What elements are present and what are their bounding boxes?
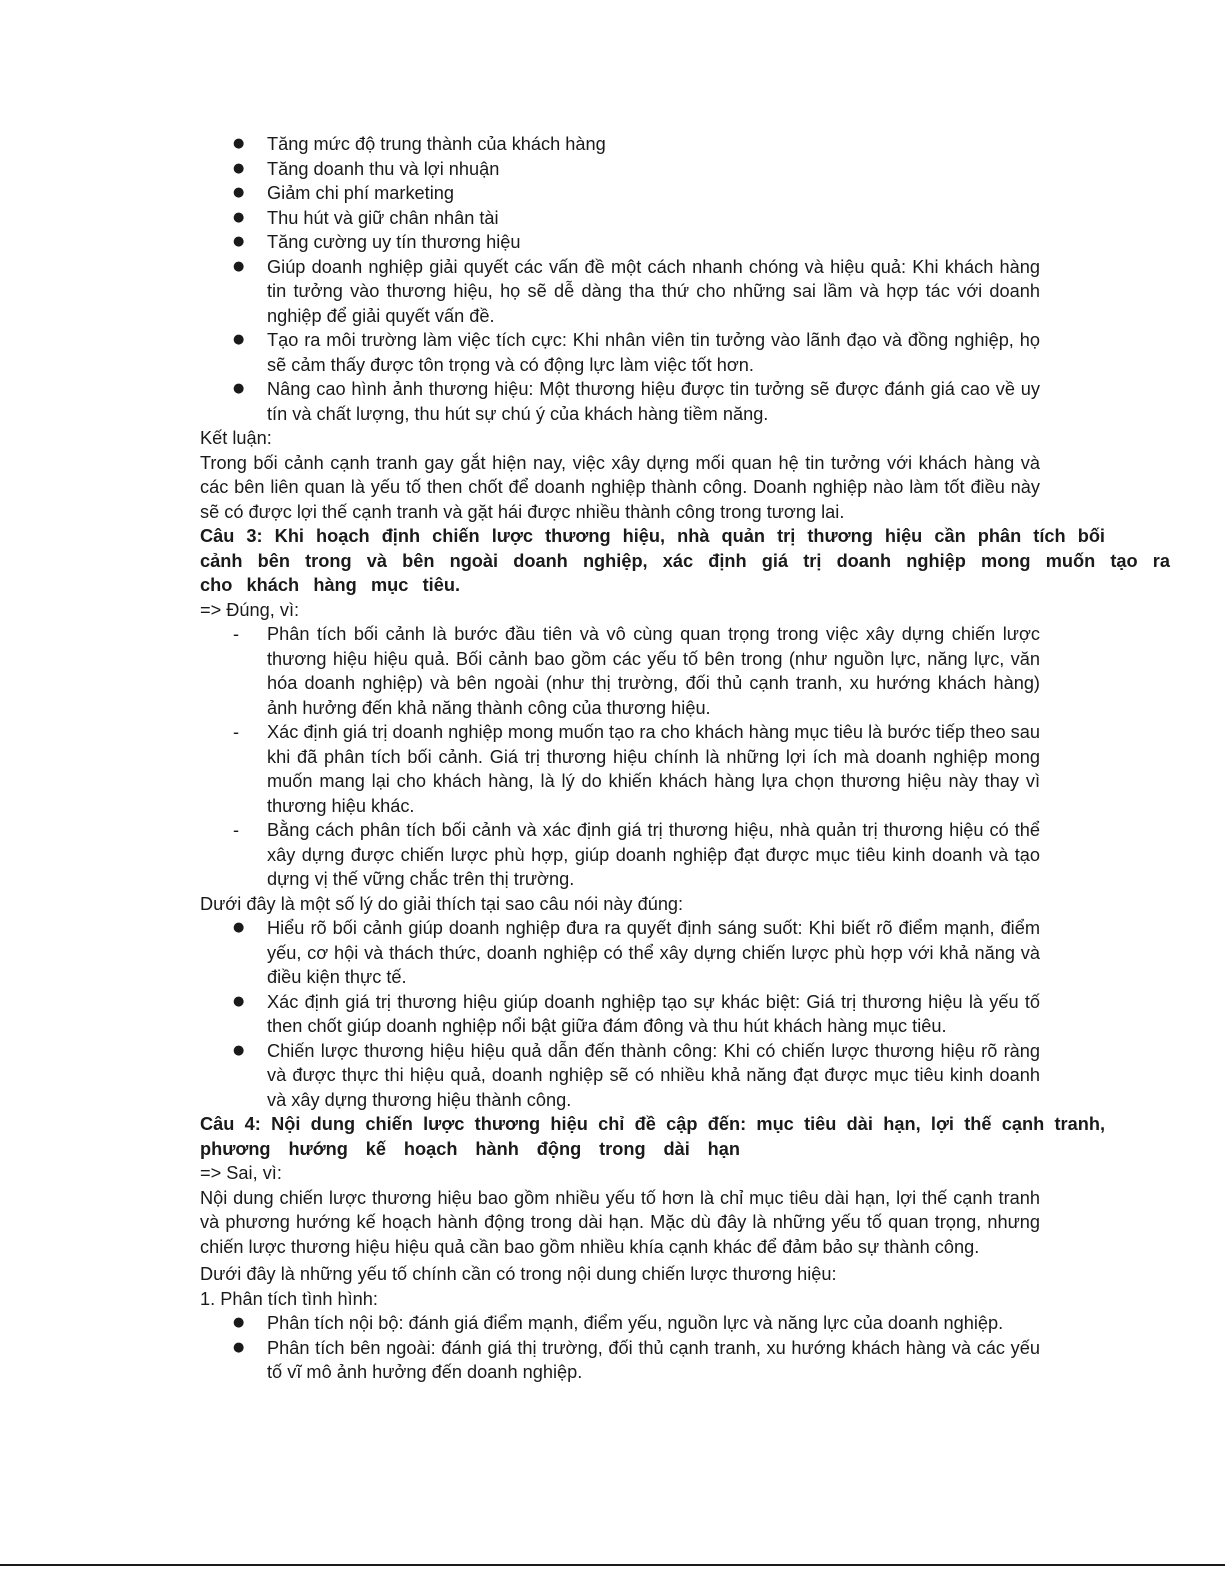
bullet-icon: [233, 157, 253, 182]
list-item: ● Tạo ra môi trường làm việc tích cực: Khi nhân viên tin tưởng vào lãnh đạo và đồng nghiệp, họ sẽ cảm thấy được tôn trọng và có động lực làm việc tốt hơn.: [200, 328, 1040, 377]
list-item: ● Hiểu rõ bối cảnh giúp doanh nghiệp đưa ra quyết định sáng suốt: Khi biết rõ điểm mạnh, điểm yếu, cơ hội và thách thức, doanh nghiệp có thể xây dựng chiến lược phù hợp với khả năng và điều kiện thực tế.: [200, 916, 1040, 990]
question-4-heading: [200, 1112, 1105, 1161]
question-3-reasons-intro: Dưới đây là một số lý do giải thích tại sao câu nói này đúng:: [200, 893, 684, 914]
question-3-heading: [200, 524, 1170, 598]
heading-line: Câu 4: Nội dung chiến lược thương hiệu chỉ đề cập đến: mục tiêu dài hạn, lợi thế cạnh tranh,: [200, 1114, 1105, 1134]
bullet-icon: [233, 916, 253, 941]
bullet-icon: [233, 230, 253, 255]
heading-line: Câu 3: Khi hoạch định chiến lược thương hiệu, nhà quản trị thương hiệu cần phân tích bối: [200, 526, 1105, 546]
bullet-icon: [233, 132, 253, 157]
question-4-explanation: Nội dung chiến lược thương hiệu bao gồm nhiều yếu tố hơn là chỉ mục tiêu dài hạn, lợi thế cạnh tranh và phương hướng kế hoạch hành động trong dài hạn. Mặc dù đây là những yếu tố quan trọng, nhưng chiến lược thương hiệu hiệu quả cần bao gồm nhiều khía cạnh khác để đảm bảo sự thành công.: [200, 1187, 1040, 1257]
section-1-list: [200, 1311, 1040, 1385]
list-item: ● Phân tích nội bộ: đánh giá điểm mạnh, điểm yếu, nguồn lực và năng lực của doanh nghiệp.: [200, 1311, 1040, 1336]
list-item: ● Tăng cường uy tín thương hiệu: [200, 230, 1040, 255]
bullet-icon: [233, 181, 253, 206]
document-page: [200, 132, 1170, 1385]
list-item: ● Phân tích bên ngoài: đánh giá thị trường, đối thủ cạnh tranh, xu hướng khách hàng và các yếu tố vĩ mô ảnh hưởng đến doanh nghiệp.: [200, 1336, 1040, 1385]
list-item: ● Giảm chi phí marketing: [200, 181, 1040, 206]
bullet-icon: [233, 1336, 253, 1361]
heading-line: phương hướng kế hoạch hành động trong dài hạn: [200, 1138, 740, 1159]
question-4-elements-intro: Dưới đây là những yếu tố chính cần có trong nội dung chiến lược thương hiệu:: [200, 1264, 837, 1284]
heading-line: cho khách hàng mục tiêu.: [200, 575, 460, 595]
dash-icon: [233, 818, 253, 843]
bullet-icon: [233, 1311, 253, 1336]
bullet-icon: [233, 990, 253, 1015]
bullet-icon: [233, 206, 253, 231]
dash-icon: [233, 720, 253, 745]
question-3-reasons-list: [200, 916, 1040, 1112]
bullet-icon: [233, 328, 253, 353]
question-3-dash-list: [200, 622, 1040, 892]
bullet-icon: [233, 255, 253, 280]
question-3-verdict: => Đúng, vì:: [200, 599, 300, 620]
list-item: ● Chiến lược thương hiệu hiệu quả dẫn đến thành công: Khi có chiến lược thương hiệu rõ ràng và được thực thi hiệu quả, doanh nghiệp sẽ có nhiều khả năng đạt được mục tiêu kinh doanh và xây dựng thương hiệu thành công.: [200, 1039, 1040, 1113]
list-item: ● Xác định giá trị thương hiệu giúp doanh nghiệp tạo sự khác biệt: Giá trị thương hiệu là yếu tố then chốt giúp doanh nghiệp nổi bật giữa đám đông và thu hút khách hàng mục tiêu.: [200, 990, 1040, 1039]
list-item: ● Tăng doanh thu và lợi nhuận: [200, 157, 1040, 182]
list-item: ● Nâng cao hình ảnh thương hiệu: Một thương hiệu được tin tưởng sẽ được đánh giá cao về uy tín và chất lượng, thu hút sự chú ý của khách hàng tiềm năng.: [200, 377, 1040, 426]
list-item: ● Giúp doanh nghiệp giải quyết các vấn đề một cách nhanh chóng và hiệu quả: Khi khách hàng tin tưởng vào thương hiệu, họ sẽ dễ dàng tha thứ cho những sai lầm và hợp tác với doanh nghiệp để giải quyết vấn đề.: [200, 255, 1040, 329]
question-4-verdict: => Sai, vì:: [200, 1163, 282, 1183]
intro-bullet-list: [200, 132, 1040, 426]
dash-icon: [233, 622, 253, 647]
heading-line: cảnh bên trong và bên ngoài doanh nghiệp, xác định giá trị doanh nghiệp mong muốn tạo ra: [200, 550, 1170, 571]
list-item: - Xác định giá trị doanh nghiệp mong muốn tạo ra cho khách hàng mục tiêu là bước tiếp theo sau khi đã phân tích bối cảnh. Giá trị thương hiệu chính là những lợi ích mà doanh nghiệp mong muốn mang lại cho khách hàng, là lý do khiến khách hàng lựa chọn thương hiệu này thay vì thương hiệu khác.: [200, 720, 1040, 818]
conclusion-label: Kết luận:: [200, 428, 272, 448]
list-item: - Phân tích bối cảnh là bước đầu tiên và vô cùng quan trọng trong việc xây dựng chiến lược thương hiệu hiệu quả. Bối cảnh bao gồm các yếu tố bên trong (như nguồn lực, năng lực, văn hóa doanh nghiệp) và bên ngoài (như thị trường, đối thủ cạnh tranh, xu hướng khách hàng) ảnh hưởng đến khả năng thành công của thương hiệu.: [200, 622, 1040, 720]
list-item: ● Tăng mức độ trung thành của khách hàng: [200, 132, 1040, 157]
list-item: - Bằng cách phân tích bối cảnh và xác định giá trị thương hiệu, nhà quản trị thương hiệu có thể xây dựng được chiến lược phù hợp, giúp doanh nghiệp đạt được mục tiêu kinh doanh và tạo dựng vị thế vững chắc trên thị trường.: [200, 818, 1040, 892]
section-1-title: 1. Phân tích tình hình:: [200, 1288, 378, 1309]
conclusion-paragraph: Trong bối cảnh cạnh tranh gay gắt hiện nay, việc xây dựng mối quan hệ tin tưởng với khách hàng và các bên liên quan là yếu tố then chốt để doanh nghiệp thành công. Doanh nghiệp nào làm tốt điều này sẽ có được lợi thế cạnh tranh và gặt hái được nhiều thành công trong tương lai.: [200, 452, 1040, 522]
list-item: ● Thu hút và giữ chân nhân tài: [200, 206, 1040, 231]
page-bottom-divider: [0, 1564, 1225, 1566]
bullet-icon: [233, 1039, 253, 1064]
bullet-icon: [233, 377, 253, 402]
